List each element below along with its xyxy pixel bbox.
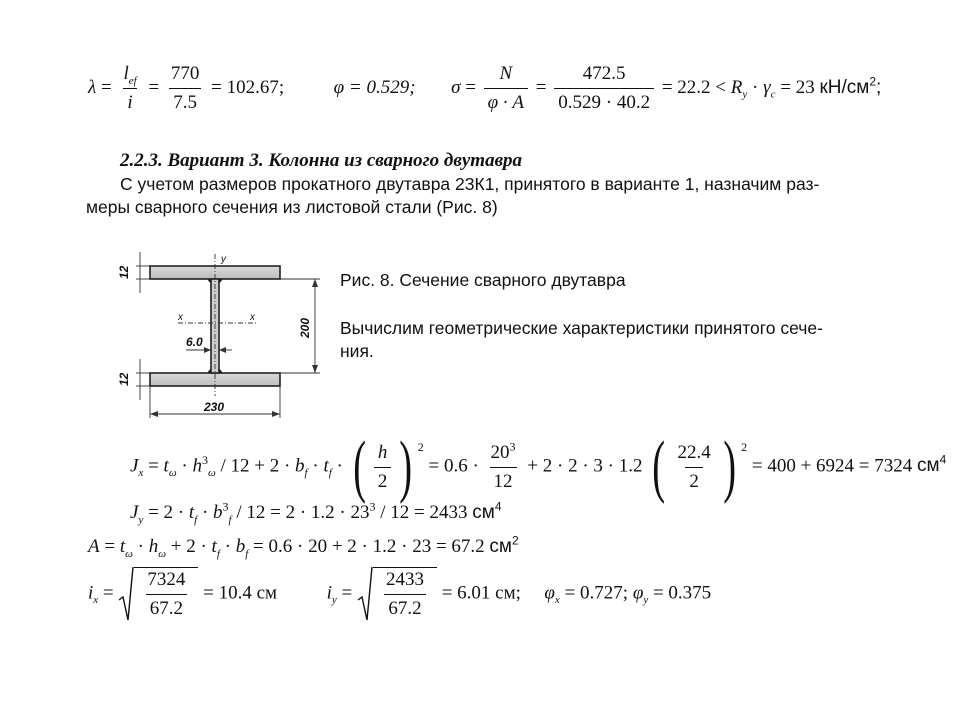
denominator-7-5: 7.5 <box>169 88 201 115</box>
n20: 20 <box>490 441 510 463</box>
d672b: 67.2 <box>384 594 425 621</box>
equation-Jx <box>130 428 947 505</box>
equation-Jy <box>130 499 502 526</box>
a-rest: = 0.6 · 20 + 2 · 1.2 · 23 = 67.2 <box>253 536 485 557</box>
axis-x-left-label: x <box>178 312 183 323</box>
J-symbol: J <box>130 455 139 477</box>
jx-unit-text: см <box>917 455 940 477</box>
equals-sign: = <box>102 582 114 604</box>
phiy-sub: y <box>643 594 649 607</box>
h-symbol: h <box>192 455 202 477</box>
equals-sign: = <box>148 76 160 98</box>
axis-x-right-label: x <box>250 312 255 323</box>
jy-rest: / 12 = 2 · 1.2 · 23 <box>236 502 370 523</box>
d12: 12 <box>490 467 517 494</box>
equals-sign: = <box>341 582 353 604</box>
jx-unit-sup: 4 <box>939 453 947 468</box>
t-symbol: t <box>119 536 126 557</box>
two-den: 2 <box>374 467 392 494</box>
n7324: 7324 <box>147 569 186 590</box>
ix-sub: x <box>93 594 99 607</box>
dot: · <box>336 455 343 477</box>
lambda-result: = 102.67 <box>211 76 279 98</box>
h-symbol: h <box>148 536 159 557</box>
J-sub: x <box>138 467 144 480</box>
b-sub: f <box>228 513 232 526</box>
a-unit-sup: 2 <box>511 533 519 548</box>
sqrt-7324-over-67-2 <box>118 566 198 622</box>
tf-symbol: t <box>323 455 329 477</box>
compute-line-1: Вычислим геометрические характеристики принятого сече- <box>340 318 823 338</box>
equals-sign: = <box>535 76 547 98</box>
d672: 67.2 <box>146 594 187 621</box>
fraction-770-over-7-5 <box>167 62 204 115</box>
dot: · <box>224 536 231 557</box>
semicolon: ; <box>278 76 285 98</box>
n20-sup: 3 <box>509 439 516 454</box>
N-symbol: N <box>499 63 513 84</box>
h-sup: 3 <box>201 453 208 468</box>
dim-230: 230 <box>204 400 225 414</box>
unit-text: кН/см <box>819 76 870 98</box>
dot: · <box>181 455 188 477</box>
dot: · <box>137 536 144 557</box>
jy-unit-text: см <box>472 502 495 523</box>
b-symbol: b <box>295 455 305 477</box>
equation-A <box>88 533 519 560</box>
dot: · <box>312 455 319 477</box>
numerator-770: 770 <box>170 63 200 84</box>
t-symbol: t <box>163 455 169 477</box>
tf-sub: f <box>216 547 220 560</box>
iy-result: = 6.01 см; <box>441 582 521 604</box>
phiy-value: = 0.375 <box>652 582 712 604</box>
unit-end: ; <box>876 76 882 98</box>
phiy-symbol: φ <box>632 582 644 604</box>
b-symbol: b <box>213 502 223 523</box>
i-symbol: i <box>123 88 136 115</box>
equals-sign: = <box>104 536 116 557</box>
iy-symbol: i <box>326 582 332 604</box>
bf-symbol: b <box>235 536 246 557</box>
fraction-472-5 <box>554 62 654 115</box>
jy-sup3: 3 <box>369 499 376 514</box>
dim-12-bottom: 12 <box>117 372 131 386</box>
jy-unit <box>472 499 502 523</box>
radical-sign-icon <box>357 566 373 622</box>
phix-value: = 0.727; <box>564 582 629 604</box>
sqrt-2433-over-67-2 <box>357 566 437 622</box>
paragraph-line-2: меры сварного сечения из листовой стали (Рис. 8) <box>86 197 498 217</box>
a-unit-text: см <box>489 536 512 557</box>
dim-12-top: 12 <box>117 265 131 279</box>
stress-unit <box>819 74 882 98</box>
jx-result: = 400 + 6924 = 7324 <box>751 455 913 477</box>
h-sub: ω <box>207 467 216 480</box>
tf-sub: f <box>328 467 332 480</box>
jy-unit-sup: 4 <box>494 499 502 514</box>
b-sup: 3 <box>222 499 229 514</box>
h-num: h <box>377 441 388 463</box>
gamma-subscript: c <box>770 88 776 101</box>
denominator-product: 0.529 · 40.2 <box>554 88 654 115</box>
t-symbol: t <box>188 502 195 523</box>
paren-22-4-over-2: ( $\frac{22.4}{2}$ ) $^2$ <box>652 428 748 505</box>
J-sub: y <box>138 513 144 526</box>
equation-radius-gyration <box>88 566 711 622</box>
i-beam-section-figure <box>108 246 330 422</box>
n224: 22.4 <box>677 441 711 463</box>
fraction-l-over-i <box>119 62 140 115</box>
axis-y-label: y <box>221 254 226 265</box>
R-symbol: R <box>730 76 743 98</box>
a-plus: + 2 · <box>170 536 207 557</box>
equals-sign: = <box>148 455 159 477</box>
h-sub: ω <box>158 547 166 560</box>
equals-sign: = <box>100 76 112 98</box>
d2: 2 <box>685 467 703 494</box>
ry-gamma-result: = 23 <box>780 76 815 98</box>
lambda-symbol: λ <box>88 76 97 98</box>
dot: · <box>201 502 209 523</box>
R-subscript: y <box>742 88 748 101</box>
gamma-symbol: γ <box>763 76 771 98</box>
fraction-N-over-phiA <box>484 62 528 115</box>
jx-unit <box>917 455 946 476</box>
A-symbol: A <box>88 536 100 557</box>
sigma-symbol: σ <box>451 76 461 98</box>
ix-result: = 10.4 см <box>203 582 278 604</box>
l-symbol: l <box>123 63 129 84</box>
radical-sign-icon <box>118 566 134 622</box>
phi-A-denominator: φ · A <box>484 88 528 115</box>
dot: · <box>752 76 759 98</box>
dim-200: 200 <box>298 317 312 338</box>
equals-sign: = <box>465 76 476 98</box>
phix-symbol: φ <box>544 582 555 604</box>
t-sub: f <box>194 513 198 526</box>
phix-sub: x <box>554 594 560 607</box>
jx-06: = 0.6 · <box>428 455 479 477</box>
l-subscript: ef <box>128 74 137 87</box>
n2433: 2433 <box>385 569 424 590</box>
paren-h-over-2: ( $\frac{h}{2}$ ) $^2$ <box>352 428 424 505</box>
sigma-result: = 22.2 < <box>661 76 727 98</box>
b-sub: f <box>304 467 308 480</box>
J-symbol: J <box>130 502 139 523</box>
jy-rest2: / 12 = 2433 <box>380 502 468 523</box>
a-unit <box>489 533 519 557</box>
compute-line-2: ния. <box>340 341 374 361</box>
section-heading: 2.2.3. Вариант 3. Колонна из сварного двутавра <box>120 150 523 171</box>
dim-web-thickness: 6.0 <box>186 335 203 349</box>
jy-eq: = 2 · <box>148 502 185 523</box>
ix-symbol: i <box>88 582 94 604</box>
bf-sub: f <box>245 547 249 560</box>
tf-symbol: t <box>211 536 217 557</box>
iy-sub: y <box>331 594 337 607</box>
jx-mid2: + 2 · 2 · 3 · 1.2 <box>527 455 643 477</box>
unit-sup: 2 <box>869 74 877 89</box>
t-sub: ω <box>125 547 133 560</box>
phi-value: φ = 0.529; <box>333 76 416 98</box>
numerator-472-5: 472.5 <box>582 63 626 84</box>
figure-caption: Рис. 8. Сечение сварного двутавра <box>340 270 626 290</box>
t-sub: ω <box>168 467 177 480</box>
fraction-20-cubed-over-12 <box>487 441 520 494</box>
jx-mid: / 12 + 2 · <box>220 455 291 477</box>
paragraph-line-1: С учетом размеров прокатного двутавра 23К1, принятого в варианте 1, назначим раз- <box>120 174 820 194</box>
equation-lambda-sigma <box>88 62 881 115</box>
